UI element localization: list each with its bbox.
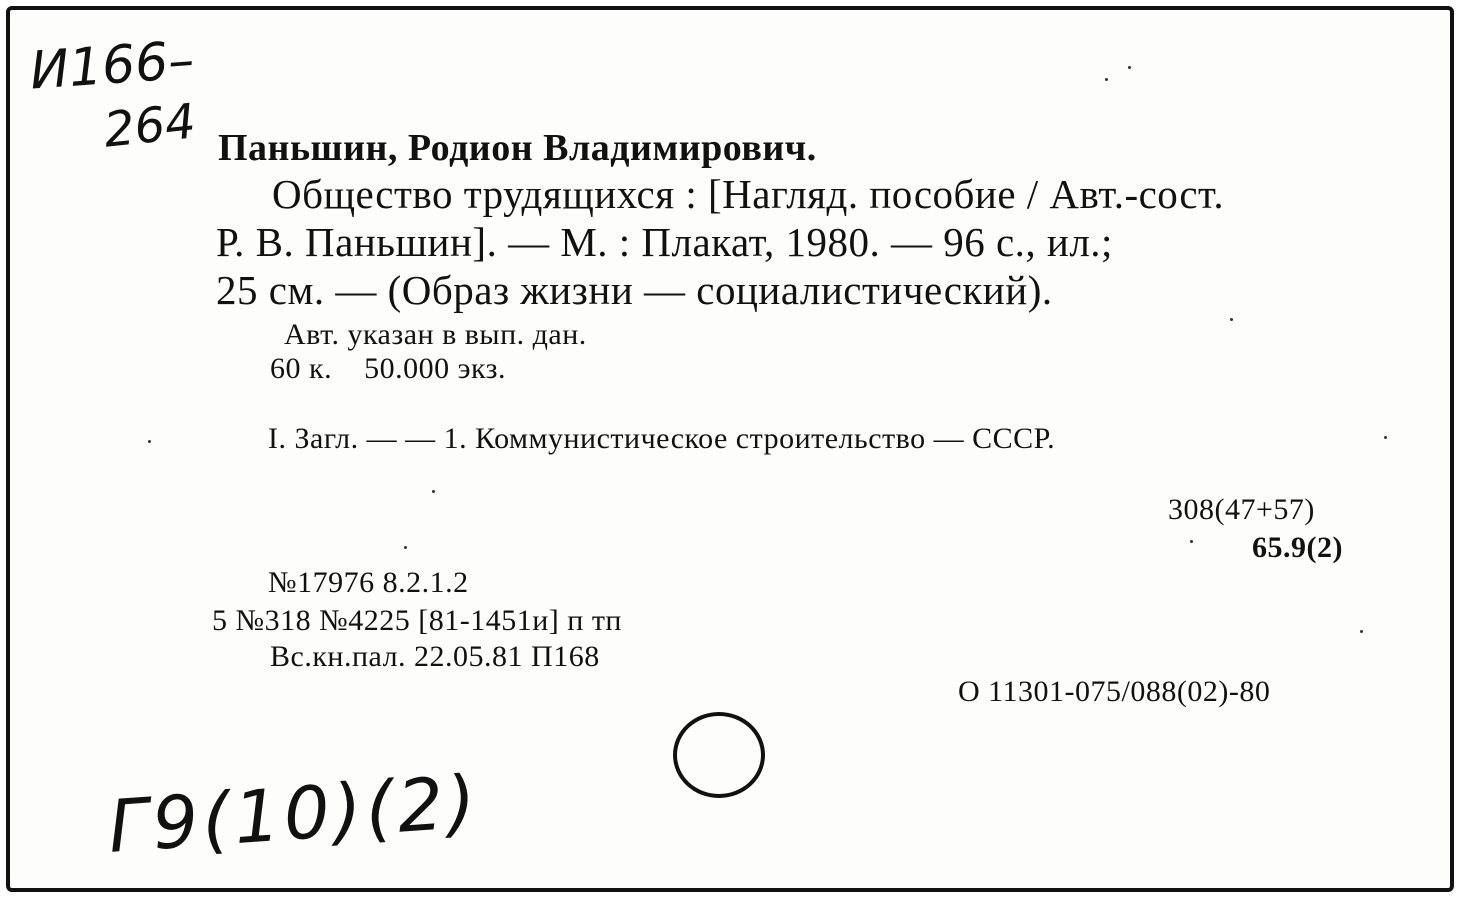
speck bbox=[404, 546, 407, 549]
speck bbox=[1128, 66, 1131, 69]
description-line-3: 25 см. — (Образ жизни — социалистический). bbox=[216, 267, 1053, 313]
tracings: I. Загл. — — 1. Коммунистическое строительство — СССР. bbox=[268, 422, 1056, 455]
author-heading: Паньшин, Родион Владимирович. bbox=[218, 127, 817, 169]
service-line-1: №17976 8.2.1.2 bbox=[268, 566, 469, 599]
description-line-1: Общество трудящихся : [Нагляд. пособие / Авт.-сост. bbox=[272, 171, 1225, 217]
handwritten-call-number-top: И166– bbox=[28, 30, 197, 102]
bbk-index: 65.9(2) bbox=[1252, 531, 1343, 564]
stamp-circle bbox=[673, 712, 765, 798]
service-line-3: Вс.кн.пал. 22.05.81 П168 bbox=[270, 640, 600, 673]
service-line-2: 5 №318 №4225 [81-1451и] п тп bbox=[212, 604, 622, 637]
handwritten-call-number-bottom: 264 bbox=[101, 93, 199, 159]
handwritten-shelf-mark: Г9(10)(2) bbox=[105, 759, 483, 869]
speck bbox=[1230, 318, 1233, 321]
speck bbox=[1384, 436, 1387, 439]
publisher-code: О 11301-075/088(02)-80 bbox=[958, 675, 1271, 708]
price-and-print-run: 60 к. 50.000 экз. bbox=[270, 352, 506, 385]
speck bbox=[1105, 78, 1108, 81]
speck bbox=[148, 440, 151, 443]
author-note: Авт. указан в вып. дан. bbox=[284, 318, 587, 351]
udc-index: 308(47+57) bbox=[1168, 493, 1315, 526]
speck bbox=[432, 490, 435, 493]
description-line-2: Р. В. Паньшин]. — М. : Плакат, 1980. — 96 с., ил.; bbox=[216, 219, 1113, 265]
speck bbox=[1360, 630, 1363, 633]
speck bbox=[1190, 540, 1193, 543]
